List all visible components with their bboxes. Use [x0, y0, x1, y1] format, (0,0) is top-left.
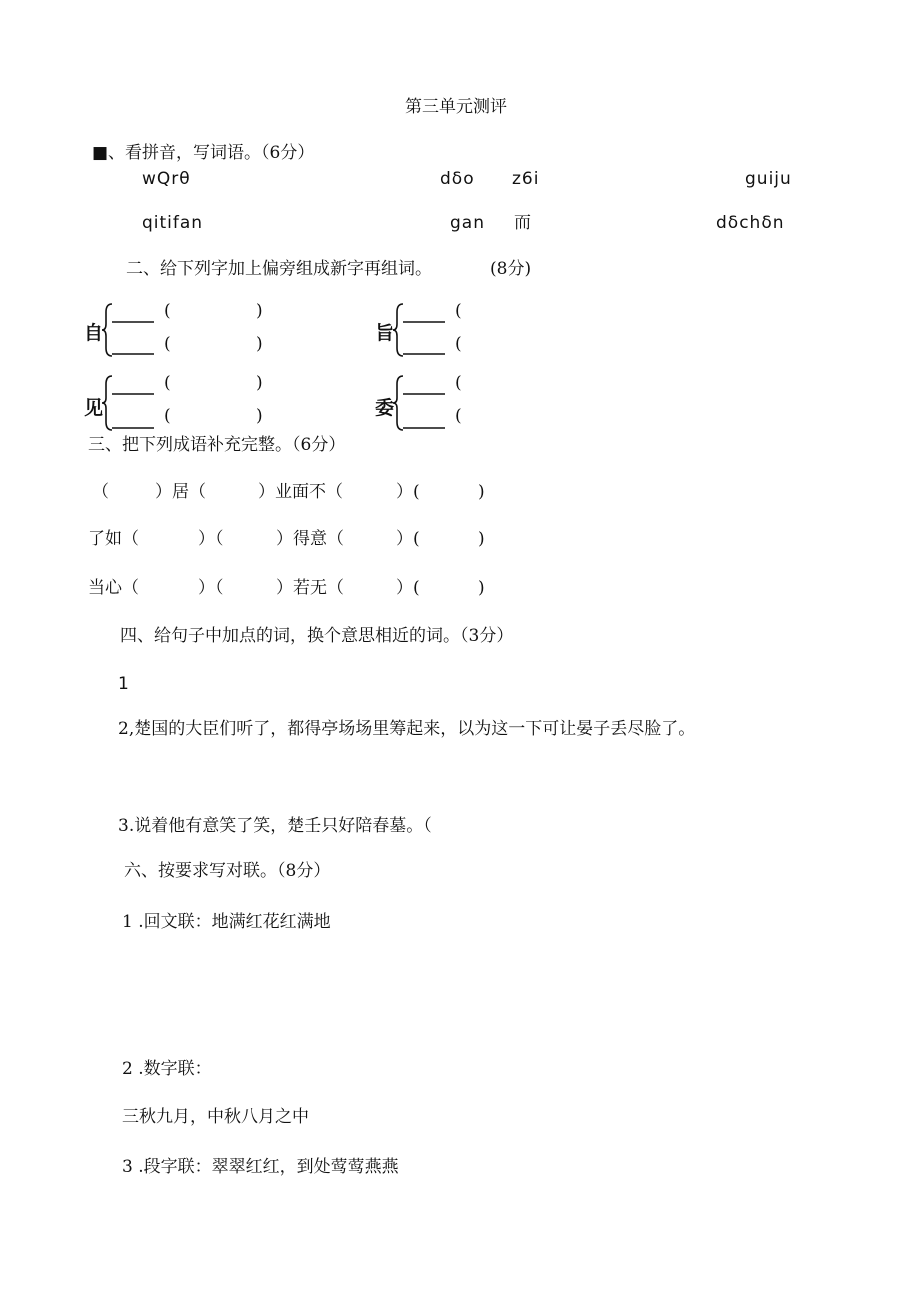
section4-item2: 2,楚国的大臣们听了，都得亭场场里筹起来，以为这一下可让晏子丢尽脸了。 — [118, 719, 696, 739]
paren-close: ) — [256, 373, 263, 393]
section6-item2: 2 .数字联： — [122, 1059, 212, 1079]
paren-close: ) — [256, 406, 263, 426]
idiom3-t0: 当心（ — [88, 578, 139, 598]
radical-char-4: 委 — [375, 397, 395, 419]
pinyin-1: wQrθ — [142, 169, 191, 189]
section6-item1: 1 .回文联：地满红花红满地 — [122, 912, 331, 932]
radical-char-2: 旨 — [375, 322, 395, 344]
paren-open: ( — [164, 373, 171, 393]
idiom2-t0: 了如（ — [88, 529, 139, 549]
section6-heading: 六、按要求写对联。（8分） — [124, 861, 331, 881]
pinyin-2: dδo — [440, 169, 475, 189]
idiom3-t4: ) — [478, 578, 485, 598]
pinyin-6: gan — [450, 213, 485, 233]
section3-heading: 三、把下列成语补充完整。（6分） — [88, 435, 346, 455]
pinyin-4: guiju — [745, 169, 792, 189]
pinyin-3: z6i — [512, 169, 540, 189]
brace-icon — [100, 372, 160, 434]
idiom3-t1: ）（ — [198, 578, 224, 598]
idiom1-p1: （ — [92, 482, 109, 502]
idiom2-t2: ）得意（ — [276, 529, 344, 549]
idiom2-t1: ）（ — [198, 529, 224, 549]
pinyin-5: qitifan — [142, 213, 204, 233]
pinyin-7: 而 — [514, 213, 531, 233]
idiom1-t1: ）居（ — [155, 482, 206, 502]
section6-item3: 3 .段字联：翠翠红红，到处莺莺燕燕 — [122, 1157, 399, 1177]
section4-item3: 3.说着他有意笑了笑，楚壬只好陪春墓。（ — [118, 816, 432, 836]
section2-heading: 二、给下列字加上偏旁组成新字再组词。 — [126, 259, 432, 279]
idiom1-t2: ）业面不（ — [258, 482, 343, 502]
section4-item1: 1 — [118, 674, 129, 694]
pinyin-8: dδchδn — [716, 213, 785, 233]
brace-icon — [391, 372, 451, 434]
section2-score: (8分) — [490, 259, 532, 279]
idiom3-t2: ）若无（ — [276, 578, 344, 598]
section4-heading: 四、给句子中加点的词，换个意思相近的词。（3分） — [120, 626, 514, 646]
radical-char-1: 自 — [84, 322, 104, 344]
paren-close: ) — [256, 334, 263, 354]
paren-open: ( — [455, 373, 462, 393]
paren-open: ( — [455, 406, 462, 426]
idiom2-t3: ）( — [396, 529, 420, 549]
paren-open: ( — [164, 334, 171, 354]
paren-open: ( — [455, 334, 462, 354]
radical-char-3: 见 — [84, 397, 104, 419]
idiom1-t4: ) — [478, 482, 485, 502]
section1-heading: ■、看拼音，写词语。（6分） — [92, 143, 315, 163]
idiom2-t4: ) — [478, 529, 485, 549]
paren-close: ) — [256, 301, 263, 321]
idiom3-t3: ）( — [396, 578, 420, 598]
brace-icon — [100, 300, 160, 360]
paren-open: ( — [164, 406, 171, 426]
idiom1-t3: ）( — [396, 482, 420, 502]
paren-open: ( — [164, 301, 171, 321]
page-title: 第三单元测评 — [405, 97, 507, 117]
section6-item2-line: 三秋九月，中秋八月之中 — [122, 1107, 309, 1127]
paren-open: ( — [455, 301, 462, 321]
brace-icon — [391, 300, 451, 360]
